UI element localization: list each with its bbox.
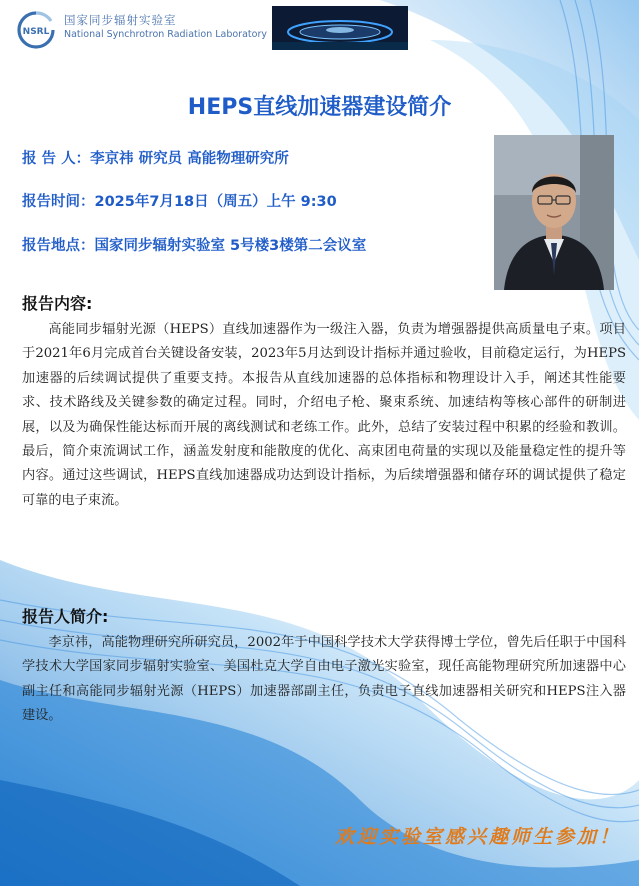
welcome-message: 欢迎实验室感兴趣师生参加！ [334, 826, 621, 848]
page-title: HEPS直线加速器建设简介 [187, 95, 452, 120]
time-line: 报告时间：2025年7月18日（周五）上午 9:30 [22, 194, 337, 210]
lab-name-cn: 国家同步辐射实验室 [64, 13, 177, 27]
nsrl-logo-icon [14, 10, 58, 50]
storage-ring-banner-image [272, 6, 408, 50]
lab-name-en: National Synchrotron Radiation Laboratory [64, 29, 267, 40]
svg-text:NSRL: NSRL [22, 27, 50, 37]
bio-paragraph: 李京祎，高能物理研究所研究员，2002年于中国科学技术大学获得博士学位，曾先后任职于中国科学技术大学国家同步辐射实验室、美国杜克大学自由电子激光实验室，现任高能物理研究所加速器中心副主任和高能同步辐射光源（HEPS）加速器部副主任，负责电子直线加速器相关研究和HEPS注入器建设。 [22, 635, 626, 724]
content-paragraph: 高能同步辐射光源（HEPS）直线加速器作为一级注入器，负责为增强器提供高质量电子束。项目于2021年6月完成首台关键设备安装，2023年5月达到设计指标并通过验收，目前稳定运行，为HEPS加速器的后续调试提供了重要支持。本报告从直线加速器的总体指标和物理设计入手，阐述其性能要求、技术路线及关键参数的确定过程。同时，介绍电子枪、聚束系统、加速结构等核心部件的研制进展，以及为确保性能达标而开展的离线测试和老练工作。此外，总结了安装过程中积累的经验和教训。最后，简介束流调试工作，涵盖发射度和能散度的优化、高束团电荷量的实现以及能量稳定性的提升等内容。通过这些调试，HEPS直线加速器成功达到设计指标，为后续增强器和储存环的调试提供了稳定可靠的电子束流。 [22, 322, 626, 508]
speaker-portrait-photo [494, 135, 614, 290]
header [0, 0, 639, 58]
content-heading: 报告内容: [22, 294, 93, 313]
bio-heading: 报告人简介: [22, 607, 109, 626]
location-line: 报告地点：国家同步辐射实验室 5号楼3楼第二会议室 [22, 238, 367, 254]
speaker-line: 报 告 人：李京祎 研究员 高能物理研究所 [22, 151, 289, 167]
